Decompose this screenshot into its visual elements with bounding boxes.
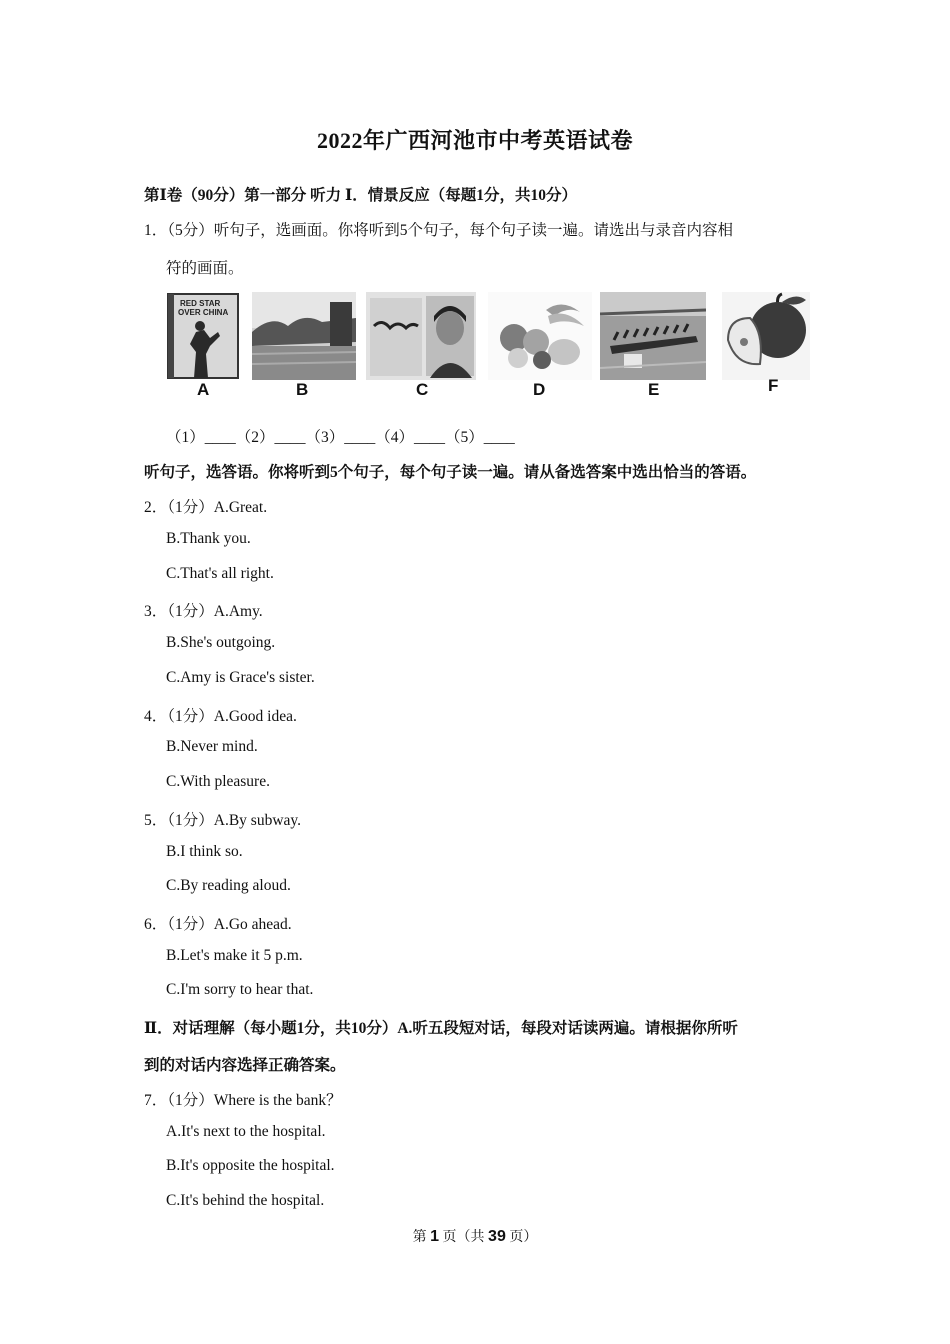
subsection-heading: 听句子，选答语。你将听到5个句子，每个句子读一遍。请从备选答案中选出恰当的答语。 — [144, 464, 757, 481]
picture-b-river-scene — [252, 292, 356, 380]
picture-c-poster — [366, 292, 476, 380]
picture-label-c: C — [416, 380, 429, 399]
question-7-option-a: A.It's next to the hospital. — [166, 1123, 326, 1140]
picture-label-b: B — [296, 380, 309, 399]
question-3-stem: 3．（1分）A.Amy. — [144, 603, 263, 620]
question-6-option-c: C.I'm sorry to hear that. — [166, 981, 314, 998]
question-2-option-b: B.Thank you. — [166, 530, 251, 547]
footer-page-number: 1 — [430, 1228, 440, 1245]
page-footer — [0, 1226, 950, 1246]
question-3-option-c: C.Amy is Grace's sister. — [166, 669, 315, 686]
picture-label-d: D — [533, 380, 546, 399]
question-7-option-b: B.It's opposite the hospital. — [166, 1157, 335, 1174]
section-heading: 第Ⅰ卷（90分）第一部分 听力 Ⅰ．情景反应（每题1分，共10分） — [144, 187, 578, 204]
picture-label-f: F — [768, 376, 779, 395]
q1-answer-blanks: （1）____（2）____（3）____（4）____（5）____ — [166, 429, 515, 446]
question-3-option-b: B.She's outgoing. — [166, 634, 276, 651]
picture-d-fruits — [488, 292, 592, 380]
question-5-option-c: C.By reading aloud. — [166, 877, 291, 894]
question-5-stem: 5．（1分）A.By subway. — [144, 812, 302, 829]
question-4-option-b: B.Never mind. — [166, 738, 258, 755]
footer-suffix: 页） — [509, 1230, 538, 1245]
picture-label-e: E — [648, 380, 660, 399]
footer-middle: 页（共 — [442, 1230, 485, 1245]
section-2-heading-line1: Ⅱ．对话理解（每小题1分，共10分）A.听五段短对话，每段对话读两遍。请根据你所听 — [144, 1020, 738, 1037]
question-5-option-b: B.I think so. — [166, 843, 243, 860]
question-2-option-c: C.That's all right. — [166, 565, 274, 582]
picture-f-apple — [722, 292, 810, 380]
footer-prefix: 第 — [412, 1230, 427, 1245]
picture-a-book-cover — [166, 292, 240, 380]
svg-text:RED STAR: RED STAR — [180, 299, 221, 308]
q1-stem-line1: 1．（5分）听句子，选画面。你将听到5个句子，每个句子读一遍。请选出与录音内容相 — [144, 222, 734, 239]
q1-stem-line2: 符的画面。 — [166, 260, 244, 277]
question-6-stem: 6．（1分）A.Go ahead. — [144, 916, 292, 933]
question-7-stem: 7．（1分）Where is the bank？ — [144, 1092, 342, 1109]
q1-picture-strip — [166, 288, 810, 406]
svg-text:OVER CHINA: OVER CHINA — [178, 308, 229, 317]
picture-label-a: A — [197, 380, 210, 399]
question-7-option-c: C.It's behind the hospital. — [166, 1192, 325, 1209]
question-6-option-b: B.Let's make it 5 p.m. — [166, 947, 303, 964]
page-title: 2022年广西河池市中考英语试卷 — [316, 128, 633, 153]
question-4-stem: 4．（1分）A.Good idea. — [144, 708, 297, 725]
section-2-heading-line2: 到的对话内容选择正确答案。 — [144, 1057, 346, 1074]
picture-e-dragon-boat-race — [600, 292, 706, 380]
question-4-option-c: C.With pleasure. — [166, 773, 270, 790]
question-2-stem: 2．（1分）A.Great. — [144, 499, 268, 516]
footer-total-pages: 39 — [488, 1228, 506, 1245]
